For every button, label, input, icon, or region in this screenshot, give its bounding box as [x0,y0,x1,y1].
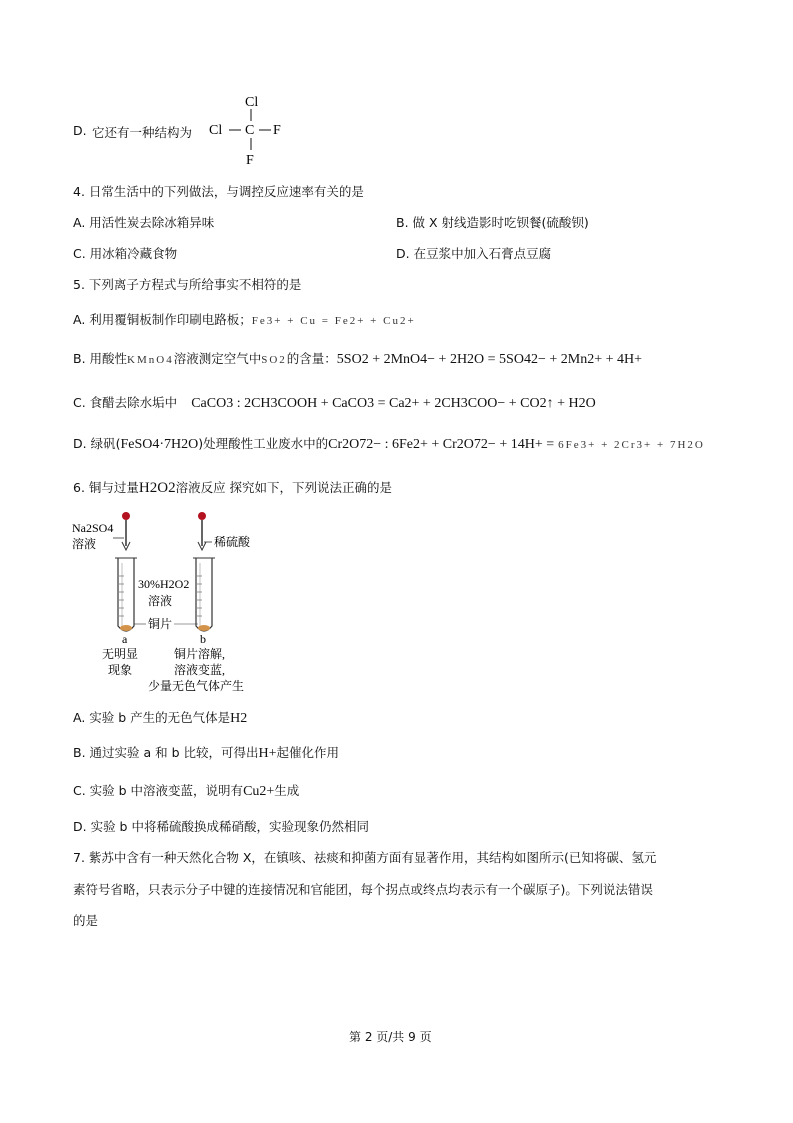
fig-copper: 铜片 [148,617,173,631]
q6-c-cu: Cu2+ [243,784,275,799]
q6-stem [73,478,392,497]
fig-h2o2-2: 溶液 [148,594,173,608]
q5-option-b [73,349,642,368]
q5-b-so2: SO2 [261,354,287,366]
q6-b-h: H+ [258,746,277,761]
q7-line3: 的是 [73,913,99,928]
q6-option-b [73,743,339,762]
struct-bottom: F [246,153,254,168]
q4-option-d: D. 在豆浆中加入石膏点豆腐 [396,246,552,261]
q5-b-text3: 的含量： [286,351,337,366]
q3-option-d-text: 它还有一种结构为 [92,125,193,140]
q5-a-text: A. 利用覆铜板制作印刷电路板； [73,312,252,327]
q4-option-c: C. 用冰箱冷藏食物 [73,246,178,261]
fig-label-a: a [122,632,128,646]
fig-label-b: b [200,632,206,646]
fig-h2o2: 30%H2O2 [138,577,190,591]
q3-option-d-letter: D. [73,123,87,138]
q5-d-equation2: 6Fe3+ + 2Cr3+ + 7H2O [558,439,705,451]
q7-line2: 素符号省略，只表示分子中键的连接情况和官能团，每个拐点或终点均表示有一个碳原子)。下列说法错误 [73,882,653,897]
q6-experiment-figure [68,508,278,692]
q6-b-text2: 起催化作用 [276,745,340,760]
q4-stem: 4. 日常生活中的下列做法，与调控反应速率有关的是 [73,184,364,199]
q4-option-b: B. 做 X 射线造影时吃钡餐(硫酸钡) [396,215,589,230]
q6-a-h2: H2 [230,711,248,726]
struct-right: F [273,123,281,138]
struct-left: Cl [209,123,223,138]
q6-stem-h2o2: H2O2 [138,480,176,496]
q6-stem-prefix: 6. 铜与过量 [73,480,139,495]
fig-reagent-b: 稀硫酸 [214,535,251,549]
q6-a-text: A. 实验 b 产生的无色气体是 [73,710,231,725]
q5-option-a [73,310,416,328]
fig-obs-a2: 现象 [108,663,133,677]
fig-obs-b3: 少量无色气体产生 [148,679,245,692]
q5-d-text2: )处理酸性工业废水中的 [198,436,329,451]
q5-d-equation1: Cr2O72− : 6Fe2+ + Cr2O72− + 14H+ = [328,437,555,452]
q5-d-text1: D. 绿矾( [73,436,121,451]
q6-c-text2: 生成 [274,783,300,798]
q6-option-a [73,708,247,727]
q5-b-text2: 溶液测定空气中 [173,351,262,366]
q6-option-c [73,781,299,800]
page-number: 第 2 页/共 9 页 [349,1030,432,1044]
struct-center: C [245,123,255,138]
q6-option-d: D. 实验 b 中将稀硫酸换成稀硝酸，实验现象仍然相同 [73,819,369,834]
fig-reagent-a: Na2SO4 [72,521,114,535]
q3-structure-figure [205,90,295,170]
q6-stem-suffix: 溶液反应 探究如下，下列说法正确的是 [175,480,393,495]
q5-c-text: C. 食醋去除水垢中 [73,395,178,410]
q5-b-text1: B. 用酸性 [73,351,128,366]
q4-option-a: A. 用活性炭去除冰箱异味 [73,215,215,230]
q6-b-text1: B. 通过实验 a 和 b 比较，可得出 [73,745,259,760]
q5-b-equation: 5SO2 + 2MnO4− + 2H2O = 5SO42− + 2Mn2+ + 4H+ [336,352,642,367]
fig-obs-b2: 溶液变蓝, [174,663,226,677]
q7-line1: 7. 紫苏中含有一种天然化合物 X，在镇咳、祛痰和抑菌方面有显著作用，其结构如图所示(已知将碳、氢元 [73,850,657,865]
q6-c-text1: C. 实验 b 中溶液变蓝，说明有 [73,783,244,798]
q5-stem: 5. 下列离子方程式与所给事实不相符的是 [73,277,302,292]
q5-b-kmno4: KMnO4 [127,354,174,366]
q5-option-c [73,393,596,412]
q5-c-equation: CaCO3 : 2CH3COOH + CaCO3 = Ca2+ + 2CH3COO− + CO2↑ + H2O [191,396,596,411]
fig-reagent-a2: 溶液 [72,537,97,551]
q5-a-equation: Fe3+ + Cu = Fe2+ + Cu2+ [251,315,416,327]
struct-top: Cl [245,95,259,110]
q5-d-formula: FeSO4·7H2O [120,437,199,452]
fig-obs-b1: 铜片溶解, [174,647,226,661]
fig-obs-a1: 无明显 [102,647,139,661]
q5-option-d [73,434,705,453]
